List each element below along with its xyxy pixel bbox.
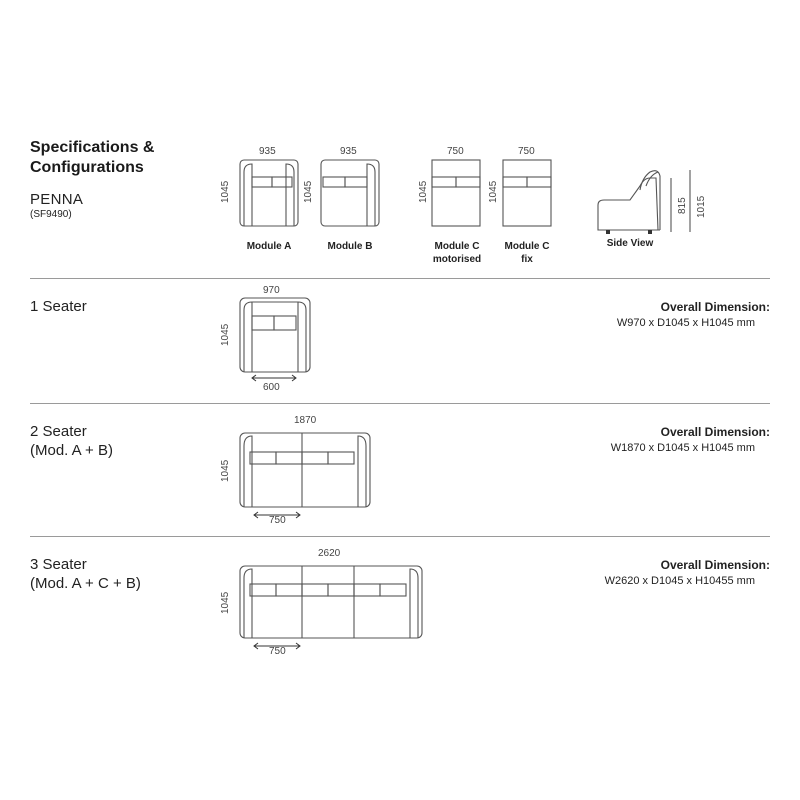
config-2-overall-title: Overall Dimension:	[660, 425, 770, 439]
module-c-motorised-drawing	[432, 160, 480, 226]
config-3-seat-width: 750	[269, 646, 286, 657]
module-b-drawing	[321, 160, 379, 226]
config-3-label-line2: (Mod. A + C + B)	[30, 575, 141, 592]
config-3-depth: 1045	[220, 591, 231, 614]
config-3-width: 2620	[318, 548, 341, 559]
title-line-2: Configurations	[30, 159, 144, 176]
config-1-label: 1 Seater	[30, 298, 87, 315]
config-3-overall-title: Overall Dimension:	[660, 558, 770, 572]
module-a-width: 935	[259, 146, 276, 157]
config-2-overall-value: W1870 x D1045 x H1045 mm	[610, 442, 755, 454]
module-c-fix-depth: 1045	[488, 180, 499, 203]
config-2-label-line2: (Mod. A + B)	[30, 442, 113, 459]
config-2-width: 1870	[294, 415, 317, 426]
module-c-motorised-caption-line1: Module C	[434, 241, 480, 252]
three-seater-drawing	[240, 566, 422, 649]
product-code: (SF9490)	[30, 209, 72, 220]
section-divider	[30, 403, 770, 404]
config-3-overall-value: W2620 x D1045 x H10455 mm	[604, 575, 755, 587]
config-1-depth: 1045	[220, 323, 231, 346]
module-c-fix-drawing	[503, 160, 551, 226]
module-a-drawing	[240, 160, 298, 226]
config-2-label	[30, 422, 113, 460]
module-c-motorised-caption-line2: motorised	[432, 254, 482, 265]
side-view-total-height: 1015	[696, 195, 707, 218]
module-a-depth: 1045	[220, 180, 231, 203]
module-b-width: 935	[340, 146, 357, 157]
side-view-seat-height: 815	[677, 197, 688, 214]
module-c-fix-width: 750	[518, 146, 535, 157]
module-c-motorised-caption	[422, 240, 492, 266]
two-seater-drawing	[240, 433, 370, 518]
module-c-fix-caption	[492, 240, 562, 266]
config-2-depth: 1045	[220, 459, 231, 482]
config-1-width: 970	[263, 285, 280, 296]
module-c-motorised-depth: 1045	[418, 180, 429, 203]
config-3-label	[30, 555, 141, 593]
module-a-caption: Module A	[246, 241, 292, 252]
side-view-caption: Side View	[606, 238, 654, 249]
section-divider	[30, 536, 770, 537]
one-seater-drawing	[240, 298, 310, 381]
config-2-label-line1: 2 Seater	[30, 423, 87, 440]
module-b-depth: 1045	[303, 180, 314, 203]
config-1-seat-width: 600	[263, 382, 280, 393]
title-line-1: Specifications &	[30, 139, 155, 156]
module-c-motorised-width: 750	[447, 146, 464, 157]
module-c-fix-caption-line2: fix	[521, 254, 533, 265]
config-1-overall-title: Overall Dimension:	[660, 300, 770, 314]
module-c-fix-caption-line1: Module C	[504, 241, 550, 252]
section-divider	[30, 278, 770, 279]
config-2-seat-width: 750	[269, 515, 286, 526]
product-name: PENNA	[30, 191, 84, 208]
config-3-label-line1: 3 Seater	[30, 556, 87, 573]
module-b-caption: Module B	[327, 241, 373, 252]
config-1-overall-value: W970 x D1045 x H1045 mm	[616, 317, 755, 329]
